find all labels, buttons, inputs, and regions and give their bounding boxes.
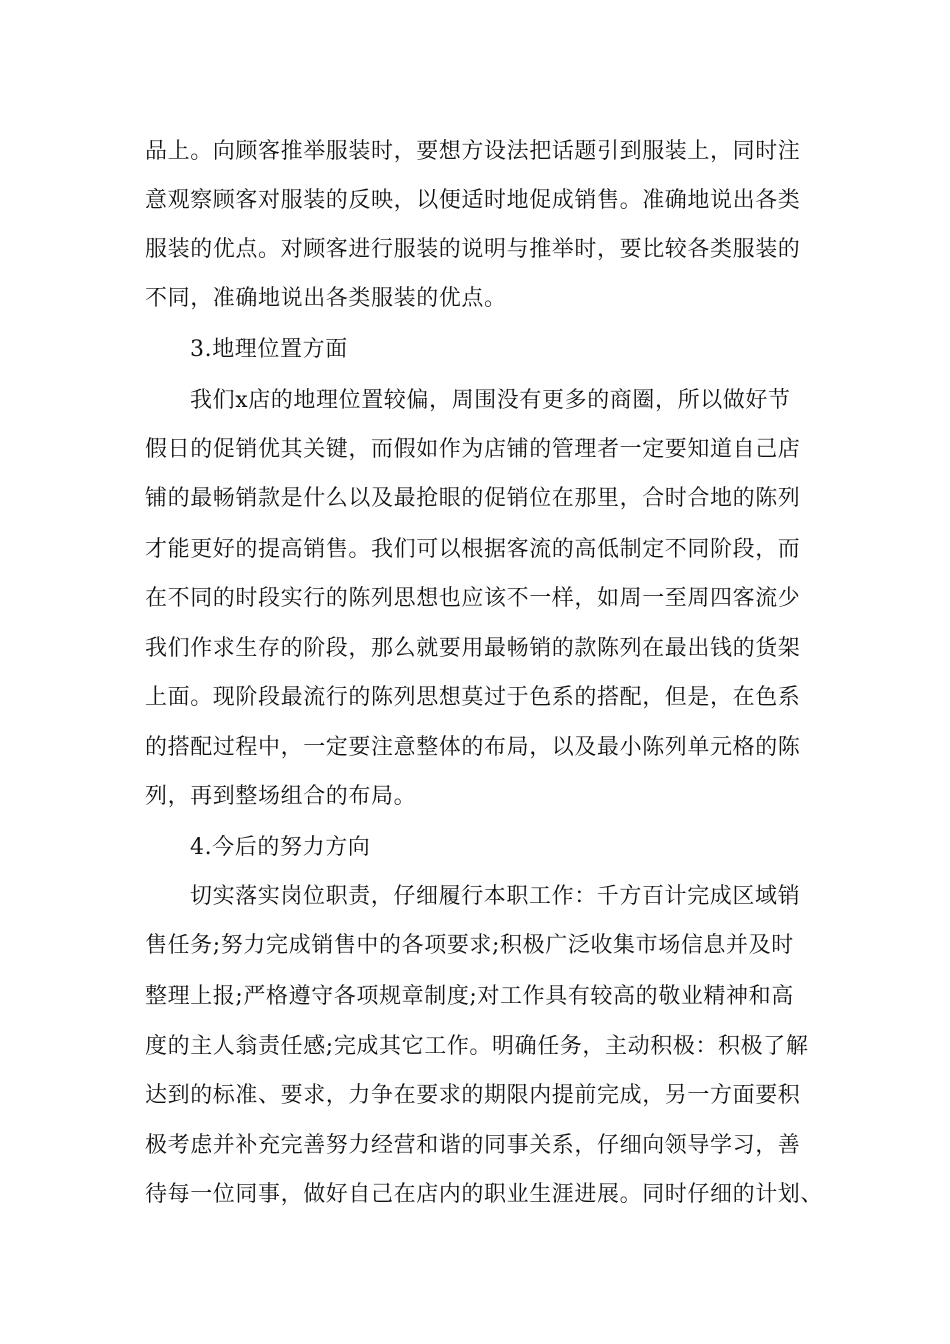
paragraph-line: 待每一位同事，做好自己在店内的职业生涯进展。同时仔细的计划、: [145, 1182, 824, 1207]
paragraph-line: 意观察顾客对服装的反映，以便适时地促成销售。准确地说出各类: [145, 188, 801, 213]
paragraph-line: 品上。向顾客推举服装时，要想方设法把话题引到服装上，同时注: [145, 139, 801, 164]
paragraph-line: 铺的最畅销款是什么以及最抢眼的促销位在那里，合时合地的陈列: [145, 486, 801, 511]
paragraph-line: 切实落实岗位职责，仔细履行本职工作：千方百计完成区域销: [190, 884, 801, 909]
paragraph-line: 我们作求生存的阶段，那么就要用最畅销的款陈列在最出钱的货架: [145, 636, 801, 661]
paragraph-line: 在不同的时段实行的陈列思想也应该不一样，如周一至周四客流少: [145, 586, 801, 611]
paragraph-line: 的搭配过程中，一定要注意整体的布局，以及最小陈列单元格的陈: [145, 735, 801, 760]
paragraph-line: 才能更好的提高销售。我们可以根据客流的高低制定不同阶段，而: [145, 537, 801, 562]
paragraph-line: 列，再到整场组合的布局。: [145, 784, 417, 809]
paragraph-line: 整理上报;严格遵守各项规章制度;对工作具有较高的敬业精神和高: [145, 984, 794, 1009]
paragraph-line: 极考虑并补充完善努力经营和谐的同事关系，仔细向领导学习，善: [145, 1133, 801, 1158]
paragraph-line: 我们x店的地理位置较偏，周围没有更多的商圈，所以做好节: [190, 388, 791, 413]
section-heading: 3.地理位置方面: [190, 337, 348, 362]
paragraph-line: 度的主人翁责任感;完成其它工作。明确任务，主动积极：积极了解: [145, 1034, 809, 1059]
paragraph-line: 不同，准确地说出各类服装的优点。: [145, 286, 507, 311]
paragraph-line: 假日的促销优其关键，而假如作为店铺的管理者一定要知道自己店: [145, 437, 801, 462]
paragraph-line: 服装的优点。对顾客进行服装的说明与推举时，要比较各类服装的: [145, 237, 801, 262]
paragraph-line: 达到的标准、要求，力争在要求的期限内提前完成，另一方面要积: [145, 1083, 801, 1108]
section-heading: 4.今后的努力方向: [190, 835, 371, 860]
paragraph-line: 售任务;努力完成销售中的各项要求;积极广泛收集市场信息并及时: [145, 933, 794, 958]
paragraph-line: 上面。现阶段最流行的陈列思想莫过于色系的搭配，但是，在色系: [145, 685, 801, 710]
